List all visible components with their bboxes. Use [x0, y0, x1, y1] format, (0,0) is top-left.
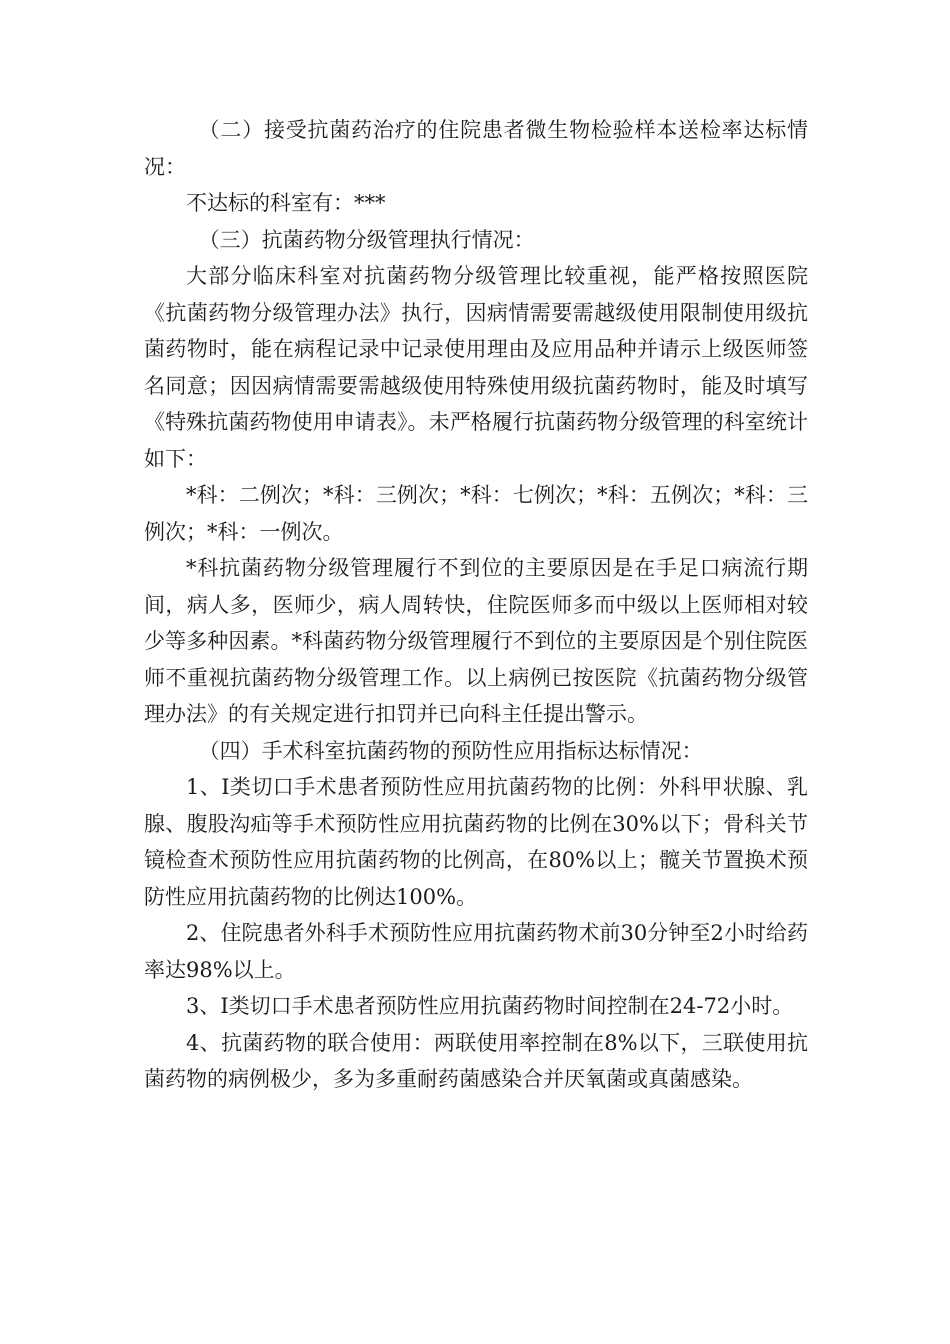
body-paragraph: 大部分临床科室对抗菌药物分级管理比较重视，能严格按照医院《抗菌药物分级管理办法》执行，因病情需要需越级使用限制使用级抗菌药物时，能在病程记录中记录使用理由及应用品种并请示上级医师签名同意；因因病情需要需越级使用特殊使用级抗菌药物时，能及时填写《特殊抗菌药物使用申请表》。未严格履行抗菌药物分级管理的科室统计如下： [144, 264, 808, 471]
list-item: 4、抗菌药物的联合使用：两联使用率控制在8%以下，三联使用抗菌药物的病例极少，多为多重耐药菌感染合并厌氧菌或真菌感染。 [144, 1030, 808, 1091]
department-case-list: *科：二例次；*科：三例次；*科：七例次；*科：五例次；*科：三例次；*科：一例次。 [144, 483, 808, 544]
section-heading-2: （二）接受抗菌药治疗的住院患者微生物检验样本送检率达标情况： [144, 118, 808, 179]
section-heading-4: （四）手术科室抗菌药物的预防性应用指标达标情况： [198, 738, 703, 763]
list-item: 2、住院患者外科手术预防性应用抗菌药物术前30分钟至2小时给药率达98%以上。 [144, 921, 808, 982]
document-page [144, 112, 808, 1098]
body-paragraph: *科抗菌药物分级管理履行不到位的主要原因是在手足口病流行期间，病人多，医师少，病人周转快，住院医师多而中级以上医师相对较少等多种因素。*科菌药物分级管理履行不到位的主要原因是个别住院医师不重视抗菌药物分级管理工作。以上病例已按医院《抗菌药物分级管理办法》的有关规定进行扣罚并已向科主任提出警示。 [144, 556, 808, 726]
list-item: 3、I类切口手术患者预防性应用抗菌药物时间控制在24-72小时。 [186, 994, 794, 1018]
section-heading-3: （三）抗菌药物分级管理执行情况： [198, 227, 535, 252]
list-item: 1、I类切口手术患者预防性应用抗菌药物的比例：外科甲状腺、乳腺、腹股沟疝等手术预防性应用抗菌药物的比例在30%以下；骨科关节镜检查术预防性应用抗菌药物的比例高，在80%以上；髋关节置换术预防性应用抗菌药物的比例达100%。 [144, 775, 808, 909]
non-compliant-departments: 不达标的科室有：*** [186, 191, 386, 215]
